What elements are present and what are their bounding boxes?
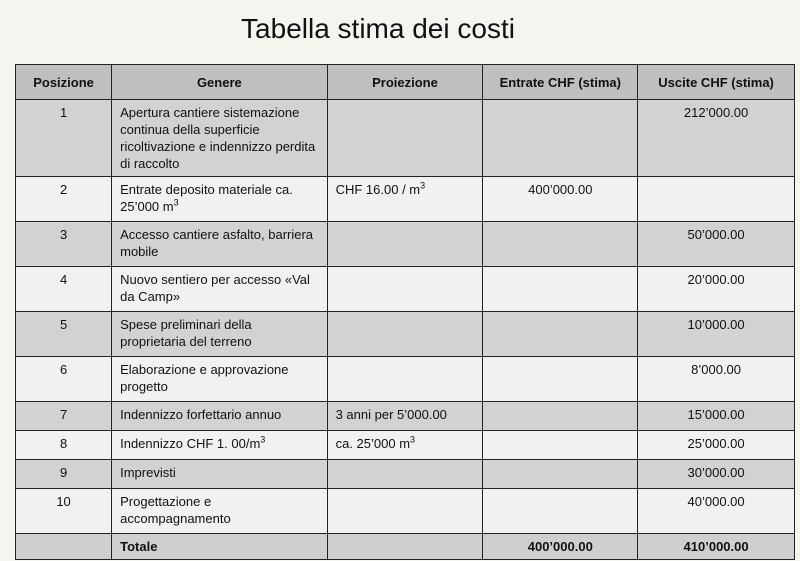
cell-entrate (483, 100, 638, 177)
cell-entrate (483, 489, 638, 534)
cell-uscite (638, 402, 795, 431)
cell-proiezione-text: 3 anni per 5’000.00 (335, 407, 447, 422)
cell-uscite (638, 357, 795, 402)
cell-posizione-text: 5 (59, 317, 68, 332)
cell-entrate (483, 402, 638, 431)
cell-posizione-text: 6 (59, 362, 68, 377)
cell-posizione (16, 357, 112, 402)
cell-posizione-text: 1 (59, 105, 68, 120)
cell-posizione (16, 489, 112, 534)
total-pos-cell (16, 534, 112, 560)
cell-proiezione (327, 460, 483, 489)
cell-posizione-text: 2 (59, 182, 68, 197)
cell-uscite-text: 40’000.00 (687, 494, 745, 509)
cell-posizione-text: 4 (59, 272, 68, 287)
cell-genere (112, 312, 327, 357)
cell-proiezione (327, 312, 483, 357)
cell-genere-text: Indennizzo forfettario annuo (120, 407, 282, 422)
cell-genere (112, 489, 327, 534)
header-uscite: Uscite CHF (stima) (638, 65, 795, 100)
cell-genere (112, 222, 327, 267)
cell-uscite (638, 312, 795, 357)
table-row (16, 100, 795, 177)
cell-uscite-text: 30’000.00 (687, 465, 745, 480)
cell-proiezione (327, 100, 483, 177)
table-row (16, 357, 795, 402)
cell-genere-text: Entrate deposito materiale ca. 25’000 m (120, 182, 293, 214)
cell-entrate (483, 357, 638, 402)
total-label: Totale (112, 534, 327, 560)
cell-genere-text: Imprevisti (120, 465, 176, 480)
cost-table (15, 64, 795, 560)
cell-genere (112, 460, 327, 489)
cell-uscite (638, 100, 795, 177)
cell-proiezione (327, 267, 483, 312)
cell-genere (112, 402, 327, 431)
table-row (16, 177, 795, 222)
cell-entrate (483, 312, 638, 357)
cell-posizione (16, 460, 112, 489)
cell-genere-text: Spese preliminari della proprietaria del terreno (120, 317, 252, 349)
total-row (16, 534, 795, 560)
header-genere: Genere (112, 65, 327, 100)
cell-posizione (16, 267, 112, 312)
cell-genere (112, 357, 327, 402)
total-proiezione-cell (327, 534, 483, 560)
cell-genere (112, 267, 327, 312)
cell-proiezione-text: CHF 16.00 / m (335, 182, 421, 197)
unit-exponent: 3 (410, 434, 416, 445)
cell-posizione-text: 8 (59, 436, 68, 451)
cell-genere-text: Nuovo sentiero per accesso «Val da Camp» (120, 272, 310, 304)
cell-genere (112, 100, 327, 177)
cell-proiezione (327, 402, 483, 431)
cell-entrate (483, 177, 638, 222)
cell-uscite-text: 10’000.00 (687, 317, 745, 332)
cell-posizione (16, 312, 112, 357)
cell-proiezione (327, 489, 483, 534)
cell-uscite (638, 460, 795, 489)
cell-posizione-text: 7 (59, 407, 68, 422)
cell-uscite (638, 267, 795, 312)
cell-entrate (483, 267, 638, 312)
cell-entrate (483, 222, 638, 267)
table-row (16, 460, 795, 489)
cell-genere-text: Elaborazione e approvazione progetto (120, 362, 289, 394)
cell-proiezione (327, 222, 483, 267)
header-proiezione: Proiezione (327, 65, 483, 100)
cell-posizione (16, 402, 112, 431)
cell-uscite-text: 15’000.00 (687, 407, 745, 422)
cell-uscite-text: 212’000.00 (683, 105, 749, 120)
page-title-text: Tabella stima dei costi (241, 13, 515, 44)
cell-entrate-text: 400’000.00 (528, 182, 593, 197)
cell-posizione-text: 10 (56, 494, 71, 509)
cell-genere-text: Accesso cantiere asfalto, barriera mobile (120, 227, 314, 259)
cell-posizione (16, 100, 112, 177)
unit-exponent: 3 (260, 434, 266, 445)
total-entrate: 400’000.00 (483, 534, 638, 560)
cell-posizione (16, 431, 112, 460)
cell-uscite-text: 8’000.00 (691, 362, 742, 377)
header-entrate: Entrate CHF (stima) (483, 65, 638, 100)
cell-proiezione (327, 431, 483, 460)
table-header-row (16, 65, 795, 100)
table-row (16, 267, 795, 312)
table-row (16, 312, 795, 357)
cell-genere (112, 177, 327, 222)
page-title (0, 13, 800, 45)
table-row (16, 431, 795, 460)
cell-posizione-text: 9 (59, 465, 68, 480)
cell-genere-text: Indennizzo CHF 1. 00/m (120, 436, 261, 451)
unit-exponent: 3 (420, 180, 426, 191)
cell-proiezione (327, 357, 483, 402)
cell-uscite (638, 431, 795, 460)
table-row (16, 402, 795, 431)
header-posizione: Posizione (16, 65, 112, 100)
cell-posizione-text: 3 (59, 227, 68, 242)
table-row (16, 222, 795, 267)
cell-genere-text: Progettazione e accompagnamento (120, 494, 231, 526)
table-row (16, 489, 795, 534)
cell-proiezione (327, 177, 483, 222)
total-uscite: 410’000.00 (638, 534, 795, 560)
cell-uscite-text: 50’000.00 (687, 227, 745, 242)
cell-genere (112, 431, 327, 460)
cell-genere-text: Apertura cantiere sistemazione continua della superficie ricoltivazione e indennizzo perdita di raccolto (120, 105, 316, 171)
cell-entrate (483, 431, 638, 460)
cell-proiezione-text: ca. 25’000 m (335, 436, 411, 451)
cell-uscite (638, 489, 795, 534)
unit-exponent: 3 (173, 197, 179, 208)
cell-uscite-text: 25’000.00 (687, 436, 745, 451)
cell-uscite (638, 177, 795, 222)
cell-posizione (16, 177, 112, 222)
cell-posizione (16, 222, 112, 267)
cell-entrate (483, 460, 638, 489)
cell-uscite (638, 222, 795, 267)
cell-uscite-text: 20’000.00 (687, 272, 745, 287)
